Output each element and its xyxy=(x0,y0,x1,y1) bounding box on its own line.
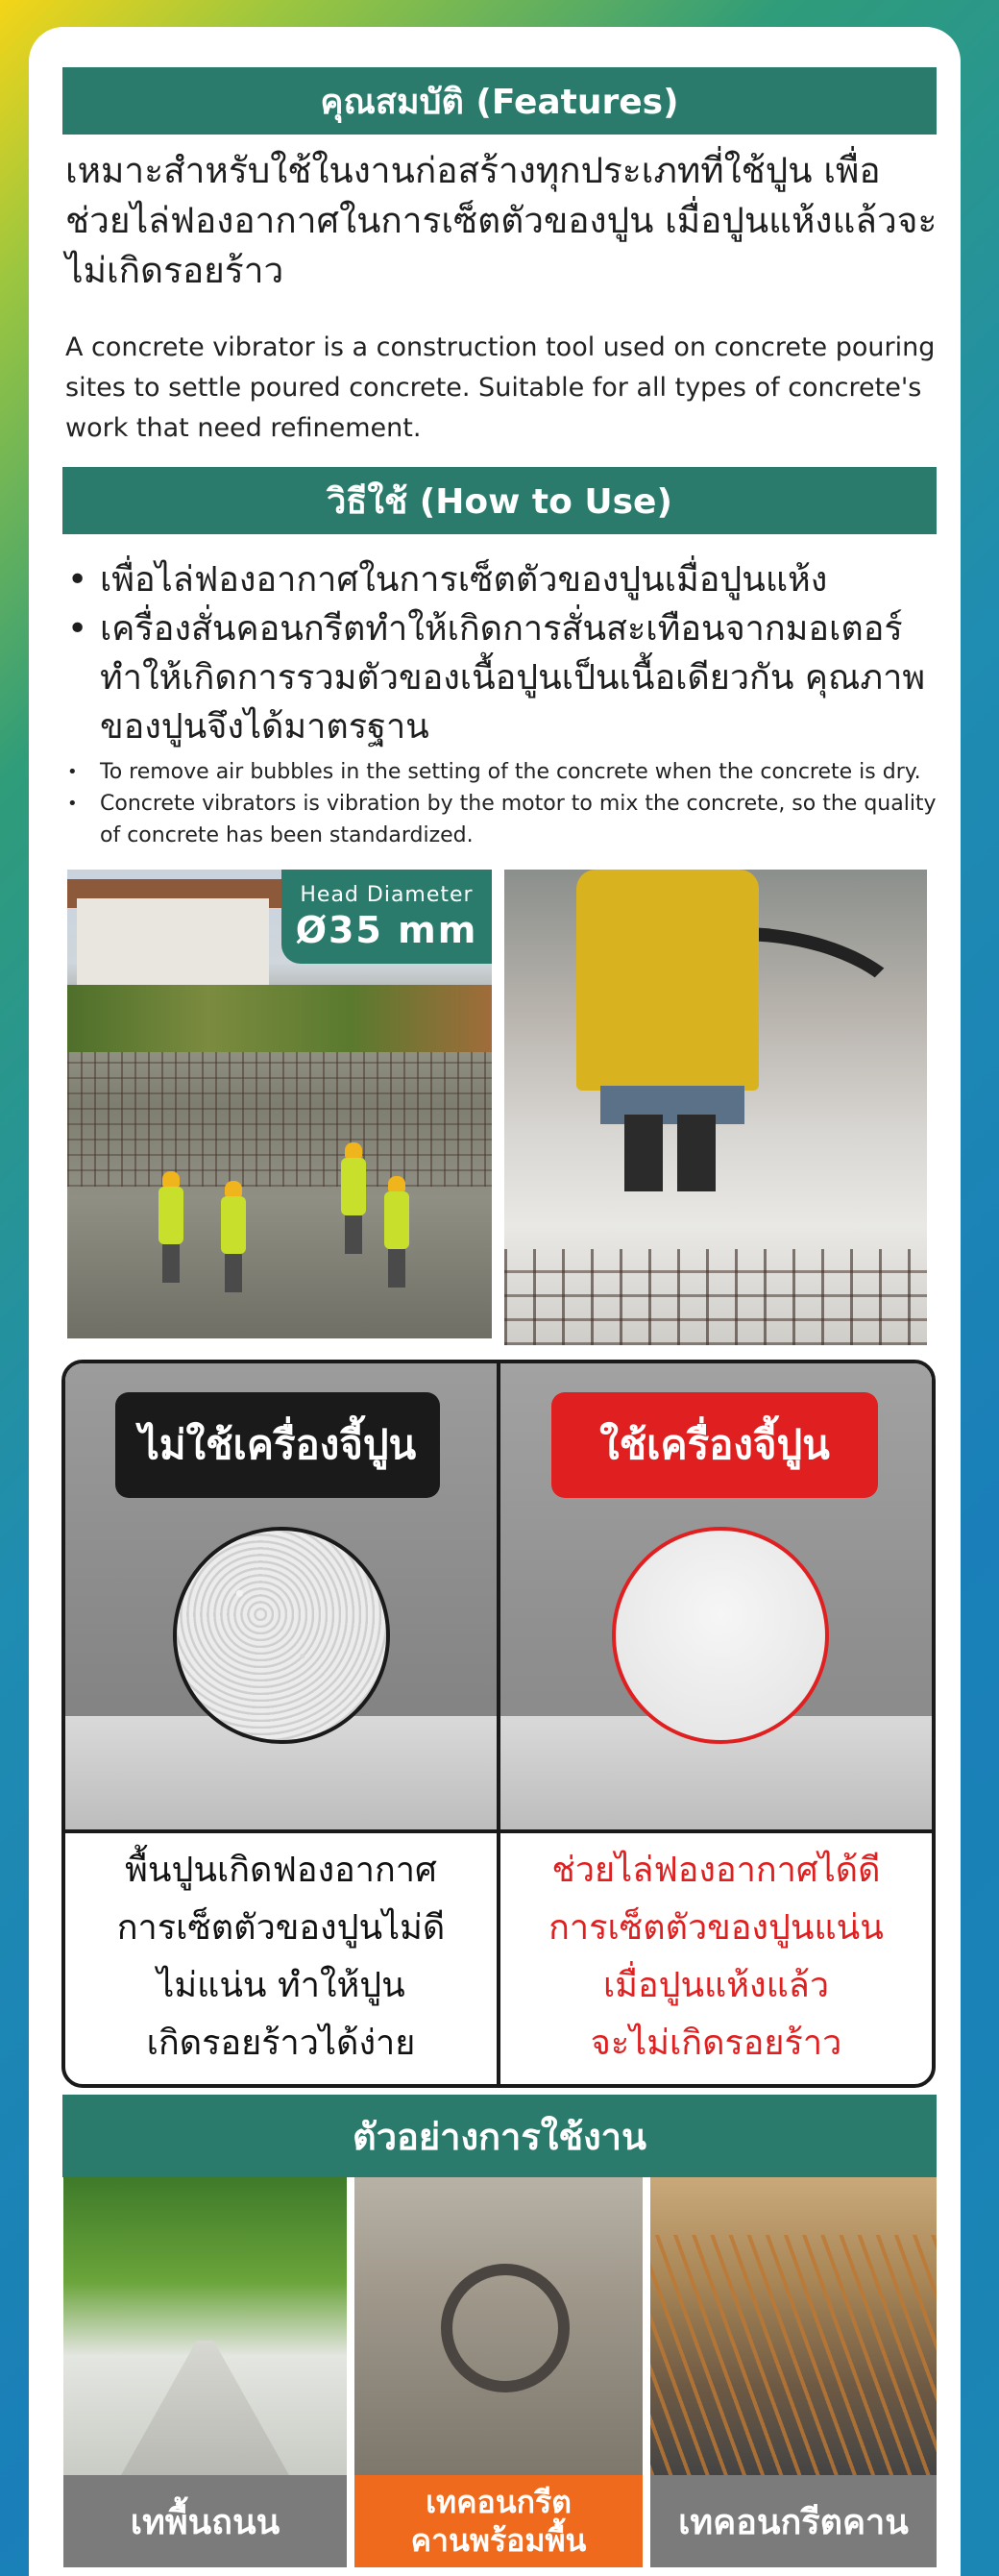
without-vibrator-title: ไม่ใช้เครื่องจี้ปูน xyxy=(115,1392,440,1498)
caption-line: เกิดรอยร้าวได้ง่าย xyxy=(146,2023,416,2063)
caption-line: ช่วยไล่ฟองอากาศได้ดี xyxy=(551,1850,881,1890)
caption-line: เมื่อปูนแห้งแล้ว xyxy=(602,1965,830,2005)
beam-floor-pouring-photo xyxy=(354,2177,643,2475)
how-to-use-english-list xyxy=(65,756,944,851)
example-label-beam-floor xyxy=(354,2475,643,2567)
label-line: เทคอนกรีต xyxy=(426,2484,572,2520)
without-vibrator-panel xyxy=(65,1363,497,1829)
example-label-road: เทพื้นถนน xyxy=(63,2475,347,2567)
caption-line: การเซ็ตตัวของปูนแน่น xyxy=(548,1907,884,1948)
with-vibrator-panel xyxy=(500,1363,932,1829)
how-to-use-header xyxy=(62,467,937,534)
beam-pouring-photo xyxy=(650,2177,937,2475)
how-to-use-thai-list xyxy=(65,555,944,751)
caption-line: จะไม่เกิดรอยร้าว xyxy=(590,2023,842,2063)
examples-title: ตัวอย่างการใช้งาน xyxy=(353,2115,646,2158)
smooth-concrete-circle xyxy=(612,1527,829,1744)
caption-line: พื้นปูนเกิดฟองอากาศ xyxy=(125,1850,437,1890)
examples-header xyxy=(62,2095,937,2177)
example-label-beam: เทคอนกรีตคาน xyxy=(650,2475,937,2567)
features-title: คุณสมบัติ (Features) xyxy=(320,82,679,122)
caption-line: การเซ็ตตัวของปูนไม่ดี xyxy=(116,1907,446,1948)
comparison-panel xyxy=(61,1360,936,2088)
how-to-use-title: วิธีใช้ (How to Use) xyxy=(327,481,672,522)
badge-value: Ø35 mm xyxy=(295,908,478,951)
badge-label: Head Diameter xyxy=(300,882,474,907)
vibrator-in-use-photo xyxy=(504,870,927,1345)
list-item: • Concrete vibrators is vibration by the motor to mix the concrete, so the quality of concrete has been standardized. xyxy=(65,788,944,851)
road-pouring-photo xyxy=(63,2177,347,2475)
without-vibrator-caption xyxy=(65,1833,497,2080)
rough-concrete-circle xyxy=(173,1527,390,1744)
caption-line: ไม่แน่น ทำให้ปูน xyxy=(157,1965,405,2005)
features-header xyxy=(62,67,937,135)
list-item: • เครื่องสั่นคอนกรีตทำให้เกิดการสั่นสะเทือนจากมอเตอร์ ทำให้เกิดการรวมตัวของเนื้อปูนเป็นเนื้อเดียวกัน คุณภาพของปูนจึงได้มาตรฐาน xyxy=(65,604,944,751)
features-english-text: A concrete vibrator is a construction tool used on concrete pouring sites to settle poured concrete. Suitable for all types of concrete's work that need refinement. xyxy=(65,332,936,443)
features-thai-text: เหมาะสำหรับใช้ในงานก่อสร้างทุกประเภทที่ใช้ปูน เพื่อช่วยไล่ฟองอากาศในการเซ็ตตัวของปูน เมื่อปูนแห้งแล้วจะไม่เกิดรอยร้าว xyxy=(65,150,938,291)
with-vibrator-caption xyxy=(500,1833,932,2080)
head-diameter-badge xyxy=(281,870,492,964)
label-line: คานพร้อมพื้น xyxy=(410,2522,587,2559)
list-item: • To remove air bubbles in the setting of the concrete when the concrete is dry. xyxy=(65,756,944,788)
with-vibrator-title: ใช้เครื่องจี้ปูน xyxy=(551,1392,878,1498)
list-item: • เพื่อไล่ฟองอากาศในการเซ็ตตัวของปูนเมื่อปูนแห้ง xyxy=(65,555,944,604)
